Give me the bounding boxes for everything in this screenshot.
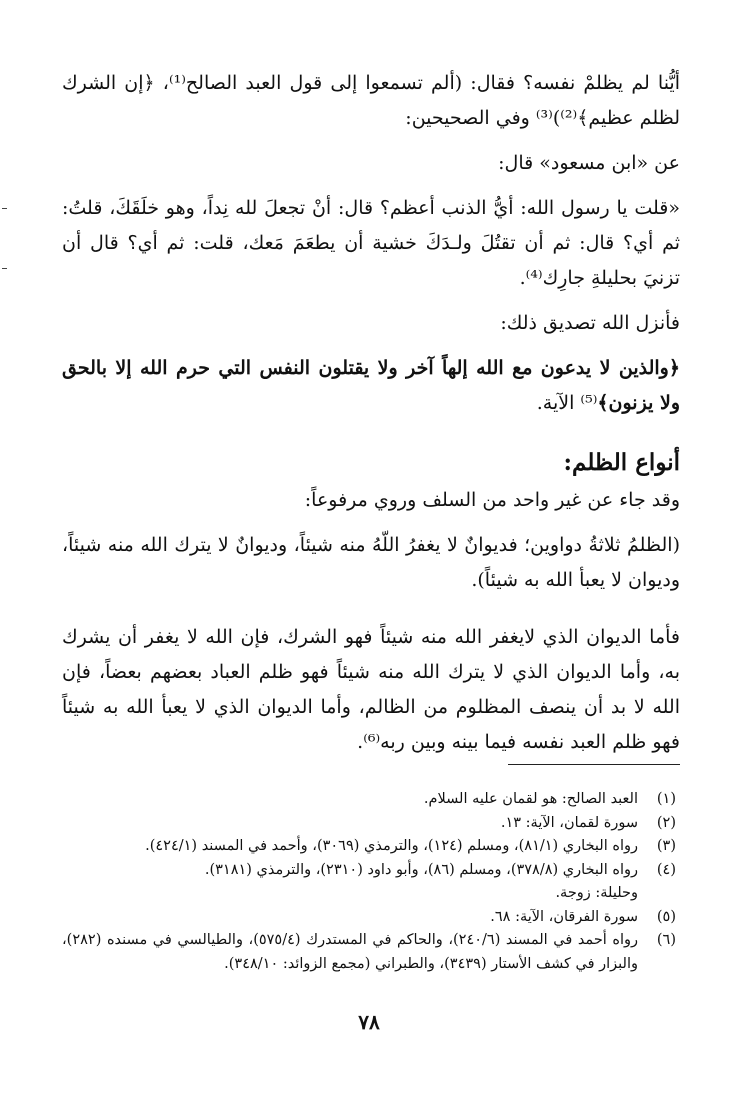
paragraph-verse (62, 351, 680, 421)
footnote-number: (٥) (656, 908, 676, 925)
paragraph-opening: أيُّنا لم يظلمْ نفسه؟ فقال: (ألم تسمعوا إلى قول العبد الصالح⁽¹⁾، ﴿إن الشرك لظلم عظيم﴾⁽²⁾)⁽³⁾ وفي الصحيحين: (62, 72, 680, 129)
footnote-text: سورة الفرقان، الآية: ٦٨. (490, 908, 638, 925)
footnote-item (62, 788, 676, 812)
footnote-number: (٦) (656, 932, 676, 948)
verse-tail: ⁽⁵⁾ الآية. (536, 392, 598, 414)
footnote-item (62, 906, 676, 930)
footnote-text: رواه أحمد في المسند (٢٤٠/٦)، والحاكم في المستدرك (٥٧٥/٤)، والطيالسي في مسنده (٢٨٢)، والبزار في كشف الأستار (٣٤٣٩)، والطبراني (مجمع الزوائد: ٣٤٨/١٠). (62, 932, 638, 972)
main-text (62, 66, 680, 760)
footnote-divider (508, 764, 680, 765)
paragraph-revelation: فأنزل الله تصديق ذلك: (500, 312, 680, 334)
page-number: ٧٨ (358, 1010, 380, 1034)
footnote-text: وحليلة: زوجة. (555, 885, 638, 901)
footnote-item (62, 859, 676, 883)
footnote-text: رواه البخاري (٨١/١)، ومسلم (١٢٤)، والترمذي (٣٠٦٩)، وأحمد في المسند (٤٢٤/١). (145, 838, 638, 854)
paragraph-salaf: وقد جاء عن غير واحد من السلف وروي مرفوعاً: (304, 489, 680, 511)
footnote-item (62, 835, 676, 859)
margin-mark (2, 208, 7, 209)
margin-mark (2, 268, 7, 269)
footnote-number: (٢) (656, 814, 676, 831)
footnotes (62, 788, 676, 976)
footnote-item (62, 929, 676, 976)
footnote-number: (٣) (656, 838, 676, 854)
paragraph-three-registers: (الظلمُ ثلاثةُ دواوين؛ فديوانٌ لا يغفرُ اللّهُ منه شيئاً، وديوانٌ لا يترك الله منه شيئاً، وديوان لا يعبأ الله به شيئاً). (62, 534, 680, 591)
footnote-text: العبد الصالح: هو لقمان عليه السلام. (423, 791, 638, 807)
footnote-number: (١) (656, 791, 676, 807)
footnote-item (62, 812, 676, 836)
verse-text: ﴿والذين لا يدعون مع الله إلهاً آخر ولا يقتلون النفس التي حرم الله إلا بالحق ولا يزنون﴾ (62, 357, 680, 414)
footnote-number: (٤) (656, 861, 676, 878)
paragraph-ibn-masud: عن «ابن مسعود» قال: (498, 152, 680, 174)
footnote-number (638, 882, 676, 906)
section-heading: أنواع الظلم: (563, 449, 680, 476)
footnote-item (62, 882, 676, 906)
paragraph-explanation: فأما الديوان الذي لايغفر الله منه شيئاً فهو الشرك، فإن الله لا يغفر أن يشرك به، وأما الديوان الذي لا يترك الله منه شيئاً فهو ظلم العباد بعضهم بعضاً، فإن الله لا بد أن ينصف المظلوم من الظالم، وأما الديوان الذي لا يعبأ الله به شيئاً فهو ظلم العبد نفسه فيما بينه وبين ربه⁽⁶⁾. (62, 626, 680, 753)
paragraph-hadith: «قلت يا رسول الله: أيُّ الذنب أعظم؟ قال: أنْ تجعلَ لله نِداً، وهو خلَقَكَ، قلتُ: ثم أي؟ قال: ثم أن تقتُلَ ولـدَكَ خشية أن يطعَمَ مَعك، قلت: ثم أي؟ قال أن تزنيَ بحليلةِ جارِك⁽⁴⁾. (62, 197, 680, 289)
footnote-text: سورة لقمان، الآية: ١٣. (500, 814, 638, 831)
footnote-text: رواه البخاري (٣٧٨/٨)، ومسلم (٨٦)، وأبو داود (٢٣١٠)، والترمذي (٣١٨١). (204, 861, 638, 878)
